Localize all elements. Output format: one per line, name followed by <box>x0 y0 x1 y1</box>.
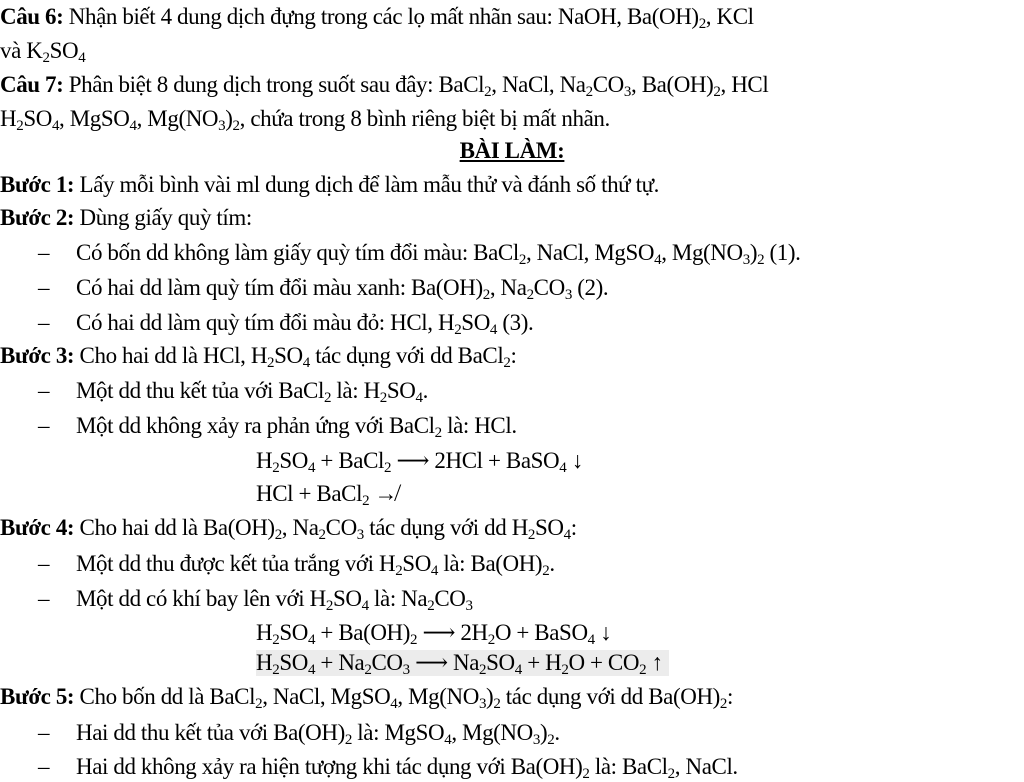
subscript: 2 <box>410 632 418 648</box>
step-5-label: Bước 5: <box>0 684 75 709</box>
subscript: 4 <box>361 598 369 614</box>
subscript: 2 <box>16 118 24 134</box>
subscript: 2 <box>757 252 765 268</box>
question-7-text: , MgSO <box>59 106 130 131</box>
step-3-text: : <box>510 343 517 368</box>
subscript: 3 <box>623 84 631 100</box>
equation-text: H <box>256 448 273 473</box>
bullet-dash: – <box>38 378 50 403</box>
step-2-line <box>0 205 252 231</box>
step-4-line <box>0 515 577 541</box>
bullet-text: . <box>422 378 428 403</box>
equation-text: ↓ <box>594 620 612 645</box>
bullet-text: là: MgSO <box>351 720 445 745</box>
subscript: 2 <box>272 632 280 648</box>
subscript: 4 <box>129 118 137 134</box>
subscript: 4 <box>430 563 439 579</box>
step-1-label: Bước 1: <box>0 172 75 197</box>
step-5-text: , NaCl, MgSO <box>262 684 391 709</box>
subscript: 2 <box>362 493 370 509</box>
subscript: 3 <box>218 118 226 134</box>
step-4-text: Cho hai dd là Ba(OH) <box>74 515 275 540</box>
subscript: 2 <box>232 118 240 134</box>
equation-text: SO <box>279 448 308 473</box>
subscript: 2 <box>479 662 487 678</box>
subscript: 3 <box>742 252 750 268</box>
question-7-text: , Mg(NO <box>136 106 219 131</box>
bullet-text: SO <box>386 378 416 403</box>
bullet-text: Có hai dd làm quỳ tím đổi màu đỏ: HCl, H <box>76 310 455 335</box>
equation-text: CO <box>371 650 403 675</box>
step-5-bullet-1 <box>38 720 560 746</box>
question-6-text: Nhận biết 4 dung dịch đựng trong các lọ mất nhãn sau: NaOH, Ba(OH) <box>63 4 699 29</box>
bullet-dash: – <box>38 551 50 576</box>
step-5-text: , Mg(NO <box>397 684 479 709</box>
equation-text: ↓ <box>566 448 583 473</box>
subscript: 2 <box>484 84 492 100</box>
bullet-text: là: BaCl <box>589 754 668 779</box>
subscript: 2 <box>272 662 280 678</box>
subscript: 2 <box>255 696 263 712</box>
subscript: 3 <box>402 662 410 678</box>
bullet-text: là: Na <box>368 586 428 611</box>
subscript: 2 <box>344 732 352 748</box>
subscript: 2 <box>325 598 333 614</box>
subscript: 2 <box>323 390 332 406</box>
step-2-text: Dùng giấy quỳ tím: <box>74 205 252 230</box>
equation-text: ⟶ 2H <box>417 620 488 645</box>
step-3-label: Bước 3: <box>0 343 75 368</box>
solution-title-text: BÀI LÀM: <box>459 138 565 163</box>
bullet-text: CO <box>533 275 565 300</box>
subscript: 2 <box>364 662 372 678</box>
bullet-dash: – <box>38 720 50 745</box>
step-4-bullet-1 <box>38 551 555 577</box>
step-3-bullet-2 <box>38 413 517 439</box>
subscript: 2 <box>667 766 675 782</box>
subscript: 2 <box>698 16 706 32</box>
subscript: 4 <box>489 322 498 338</box>
bullet-text: . <box>554 720 560 745</box>
bullet-text: Hai dd thu kết tủa với Ba(OH) <box>76 720 345 745</box>
bullet-text: SO <box>402 551 431 576</box>
bullet-dash: – <box>38 275 50 300</box>
bullet-text: là: Ba(OH) <box>438 551 543 576</box>
subscript: 2 <box>547 732 555 748</box>
bullet-text: Có hai dd làm quỳ tím đổi màu xanh: Ba(OH) <box>76 275 483 300</box>
question-6-line-1 <box>0 4 754 30</box>
equation-text: ↑ <box>646 650 663 675</box>
bullet-text: (1). <box>764 240 801 265</box>
question-7-line-2 <box>0 106 610 132</box>
bullet-text: Một dd có khí bay lên với H <box>76 586 326 611</box>
subscript: 2 <box>482 287 490 303</box>
question-7-text: H <box>0 106 17 131</box>
question-7-text: CO <box>592 72 624 97</box>
step-3-equation-2 <box>256 481 397 507</box>
step-1-text: Lấy mỗi bình vài ml dung dịch để làm mẫu thử và đánh số thứ tự. <box>74 172 659 197</box>
subscript: 4 <box>587 632 595 648</box>
equation-text: + Na <box>315 650 365 675</box>
bullet-text: Một dd thu kết tủa với BaCl <box>76 378 324 403</box>
step-4-text: SO <box>535 515 564 540</box>
equation-text: + H <box>521 650 562 675</box>
bullet-dash: – <box>38 413 50 438</box>
subscript: 2 <box>542 563 550 579</box>
subscript: 4 <box>78 50 86 66</box>
subscript: 2 <box>434 425 442 441</box>
step-3-text: tác dụng với dd BaCl <box>309 343 504 368</box>
bullet-dash: – <box>38 310 50 335</box>
equation-text: O + BaSO <box>494 620 588 645</box>
question-7-text: , Ba(OH) <box>631 72 714 97</box>
bullet-text: SO <box>332 586 362 611</box>
subscript: 4 <box>390 696 398 712</box>
subscript: 4 <box>307 662 316 678</box>
bullet-dash: – <box>38 754 50 779</box>
equation-text: + BaCl <box>315 448 384 473</box>
subscript: 2 <box>379 390 387 406</box>
subscript: 2 <box>526 287 534 303</box>
question-7-line-1 <box>0 72 768 98</box>
step-3-text: Cho hai dd là HCl, H <box>74 343 268 368</box>
equation-text: SO <box>279 650 308 675</box>
subscript: 2 <box>503 355 511 371</box>
step-3-line <box>0 343 516 369</box>
subscript: 4 <box>563 527 571 543</box>
equation-text: ↛ <box>369 481 398 506</box>
step-2-bullet-1 <box>38 240 801 266</box>
subscript: 4 <box>302 355 310 371</box>
subscript: 3 <box>356 527 364 543</box>
question-6-text: và K <box>0 38 43 63</box>
solution-title <box>0 138 1024 164</box>
subscript: 2 <box>493 696 501 712</box>
subscript: 3 <box>478 696 487 712</box>
bullet-text: Một dd thu được kết tủa trắng với H <box>76 551 396 576</box>
bullet-text: SO <box>461 310 490 335</box>
step-3-equation-1 <box>256 448 583 474</box>
step-1-line <box>0 172 659 198</box>
subscript: 2 <box>487 632 495 648</box>
step-5-line <box>0 684 733 710</box>
bullet-dash: – <box>38 586 50 611</box>
subscript: 2 <box>582 766 590 782</box>
subscript: 4 <box>307 632 316 648</box>
subscript: 3 <box>532 732 540 748</box>
question-7-text: SO <box>23 106 52 131</box>
step-3-bullet-1 <box>38 378 428 404</box>
step-2-label: Bước 2: <box>0 205 75 230</box>
bullet-text: CO <box>434 586 466 611</box>
equation-text: SO <box>486 650 515 675</box>
subscript: 4 <box>514 662 522 678</box>
bullet-text: (3). <box>497 310 534 335</box>
step-4-text: CO <box>325 515 357 540</box>
step-5-bullet-2 <box>38 754 738 780</box>
equation-text: O + CO <box>568 650 640 675</box>
equation-text: SO <box>279 620 308 645</box>
step-5-text: tác dụng với dd Ba(OH) <box>500 684 720 709</box>
equation-text: ⟶ Na <box>409 650 480 675</box>
step-2-bullet-2 <box>38 275 608 301</box>
bullet-text: Hai dd không xảy ra hiện tượng khi tác dụng với Ba(OH) <box>76 754 583 779</box>
step-4-text: : <box>570 515 577 540</box>
subscript: 3 <box>564 287 572 303</box>
question-6-text: , KCl <box>705 4 754 29</box>
subscript: 4 <box>307 460 316 476</box>
subscript: 2 <box>639 662 647 678</box>
bullet-text: Có bốn dd không làm giấy quỳ tím đổi màu: BaCl <box>76 240 519 265</box>
subscript: 2 <box>561 662 569 678</box>
bullet-text: , NaCl, MgSO <box>525 240 655 265</box>
bullet-text: (2). <box>571 275 609 300</box>
equation-text: + Ba(OH) <box>315 620 411 645</box>
subscript: 4 <box>51 118 60 134</box>
question-7-text: , NaCl, Na <box>491 72 586 97</box>
bullet-text: ) <box>539 720 548 745</box>
bullet-dash: – <box>38 240 50 265</box>
subscript: 3 <box>465 598 473 614</box>
subscript: 2 <box>527 527 536 543</box>
bullet-text: , NaCl. <box>674 754 738 779</box>
subscript: 2 <box>585 84 593 100</box>
equation-text: H <box>256 650 273 675</box>
bullet-text: là: H <box>331 378 380 403</box>
subscript: 2 <box>518 252 526 268</box>
equation-text: ⟶ 2HCl + BaSO <box>391 448 560 473</box>
bullet-text: ) <box>749 240 758 265</box>
question-7-text: Phân biệt 8 dung dịch trong suốt sau đây: BaCl <box>63 72 485 97</box>
bullet-text: , Na <box>489 275 527 300</box>
subscript: 4 <box>654 252 662 268</box>
subscript: 2 <box>713 84 721 100</box>
question-7-text: , chứa trong 8 bình riêng biệt bị mất nhãn. <box>239 106 610 131</box>
step-5-text: : <box>727 684 734 709</box>
subscript: 4 <box>444 732 452 748</box>
equation-text: HCl + BaCl <box>256 481 363 506</box>
subscript: 2 <box>454 322 462 338</box>
subscript: 2 <box>395 563 403 579</box>
step-2-bullet-3 <box>38 310 533 336</box>
step-3-text: SO <box>274 343 303 368</box>
subscript: 2 <box>384 460 392 476</box>
question-6-label: Câu 6: <box>0 4 64 29</box>
step-4-equation-1 <box>256 620 611 646</box>
step-4-text: tác dụng với dd H <box>363 515 528 540</box>
bullet-text: , Mg(NO <box>661 240 743 265</box>
subscript: 2 <box>274 527 282 543</box>
step-5-text: ) <box>486 684 494 709</box>
subscript: 2 <box>719 696 728 712</box>
subscript: 4 <box>559 460 567 476</box>
subscript: 2 <box>427 598 435 614</box>
subscript: 2 <box>272 460 280 476</box>
subscript: 2 <box>318 527 326 543</box>
bullet-text: là: HCl. <box>441 413 517 438</box>
question-7-text: ) <box>225 106 233 131</box>
step-4-bullet-2 <box>38 586 473 612</box>
bullet-text: . <box>549 551 555 576</box>
equation-text: H <box>256 620 273 645</box>
bullet-text: , Mg(NO <box>451 720 533 745</box>
question-7-label: Câu 7: <box>0 72 64 97</box>
step-4-text: , Na <box>281 515 319 540</box>
question-6-text: SO <box>49 38 79 63</box>
step-5-text: Cho bốn dd là BaCl <box>74 684 256 709</box>
question-7-text: , HCl <box>720 72 769 97</box>
subscript: 4 <box>415 390 423 406</box>
subscript: 2 <box>267 355 275 371</box>
step-4-label: Bước 4: <box>0 515 75 540</box>
subscript: 2 <box>42 50 50 66</box>
question-6-line-2 <box>0 38 85 64</box>
step-4-equation-2 <box>256 650 669 676</box>
bullet-text: Một dd không xảy ra phản ứng với BaCl <box>76 413 435 438</box>
